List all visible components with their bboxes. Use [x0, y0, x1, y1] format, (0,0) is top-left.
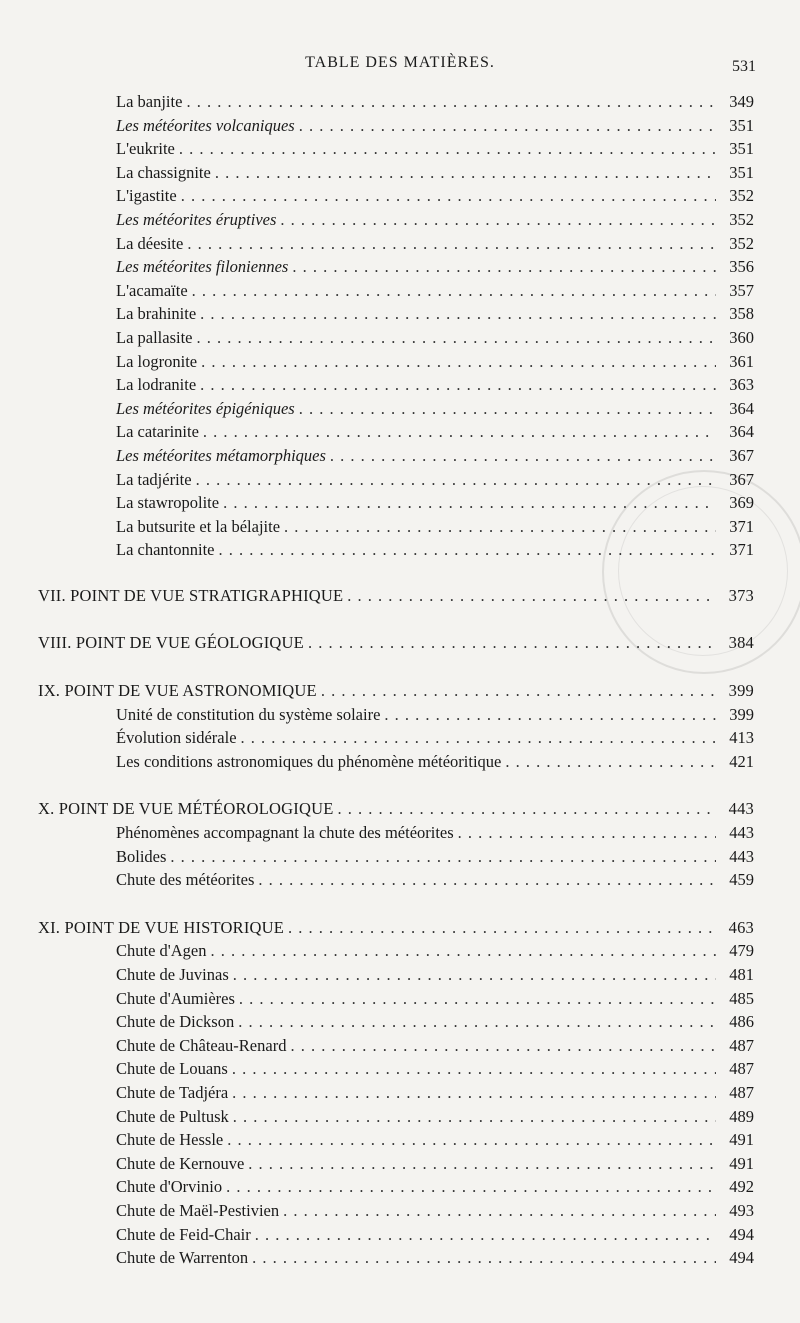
toc-entry-label: Évolution sidérale	[116, 728, 237, 748]
toc-leader-dots	[211, 939, 716, 963]
toc-entry-label: Chute d'Aumières	[116, 988, 235, 1008]
toc-entry-label: Chute de Louans	[116, 1059, 228, 1079]
toc-entry-page: 485	[729, 988, 754, 1008]
toc-entry-page: 493	[729, 1200, 754, 1220]
toc-entry-label: La stawropolite	[116, 493, 220, 513]
toc-leader-dots	[255, 1223, 716, 1247]
toc-entry-page: 491	[729, 1153, 754, 1173]
toc-entry	[38, 1105, 754, 1129]
running-header-title: TABLE DES MATIÈRES.	[305, 54, 495, 71]
toc-entry-label: La chassignite	[116, 162, 211, 182]
toc-leader-dots	[186, 90, 716, 114]
toc-entry-page: 487	[729, 1082, 754, 1102]
toc-leader-dots	[196, 468, 716, 492]
toc-entry-page: 351	[729, 115, 754, 135]
toc-entry-label: Chute d'Agen	[116, 941, 207, 961]
toc-entry	[38, 987, 754, 1011]
toc-entry	[38, 1199, 754, 1223]
toc-entry-page: 399	[728, 681, 754, 701]
toc-entry	[38, 255, 754, 279]
toc-leader-dots	[258, 868, 716, 892]
toc-leader-dots	[299, 397, 716, 421]
toc-entry-label: La chantonnite	[116, 540, 215, 560]
toc-entry-page: 364	[729, 398, 754, 418]
toc-entry-page: 351	[729, 139, 754, 159]
toc-leader-dots	[192, 279, 716, 303]
toc-entry-page: 463	[728, 917, 754, 937]
toc-entry-label: XI. POINT DE VUE HISTORIQUE	[38, 917, 285, 937]
toc-entry	[38, 350, 754, 374]
toc-entry-label: Les météorites filoniennes	[116, 257, 289, 277]
toc-leader-dots	[283, 1199, 716, 1223]
toc-entry	[38, 963, 754, 987]
toc-entry	[38, 1081, 754, 1105]
toc-entry-label: Les météorites épigéniques	[116, 398, 295, 418]
toc-leader-dots	[170, 845, 716, 869]
toc-entry-label: Chute de Château-Renard	[116, 1035, 287, 1055]
toc-leader-dots	[181, 184, 716, 208]
toc-entry-page: 487	[729, 1059, 754, 1079]
toc-leader-dots	[197, 326, 716, 350]
toc-entry-page: 413	[729, 728, 754, 748]
toc-entry-page: 486	[729, 1012, 754, 1032]
toc-entry	[38, 208, 754, 232]
toc-entry-label: Les météorites volcaniques	[116, 115, 295, 135]
toc-entry-label: Chute de Warrenton	[116, 1248, 249, 1268]
toc-entry-label: Chute de Tadjéra	[116, 1082, 229, 1102]
toc-section-entry	[38, 584, 754, 608]
toc-entry	[38, 397, 754, 421]
toc-leader-dots	[187, 232, 716, 256]
toc-leader-dots	[299, 114, 716, 138]
toc-entry-label: Phénomènes accompagnant la chute des météorites	[116, 823, 454, 843]
toc-leader-dots	[321, 679, 716, 703]
toc-entry-page: 492	[729, 1177, 754, 1197]
toc-entry	[38, 1128, 754, 1152]
toc-entry-page: 361	[729, 351, 754, 371]
toc-entry-page: 384	[728, 633, 754, 653]
toc-section-entry	[38, 797, 754, 821]
toc-entry	[38, 1152, 754, 1176]
toc-leader-dots	[215, 161, 716, 185]
toc-entry	[38, 821, 754, 845]
toc-entry-label: La déesite	[116, 233, 184, 253]
toc-entry	[38, 302, 754, 326]
toc-entry-label: Chute de Maël-Pestivien	[116, 1200, 280, 1220]
toc-leader-dots	[227, 1128, 716, 1152]
toc-entry-label: La tadjérite	[116, 469, 192, 489]
toc-leader-dots	[248, 1152, 716, 1176]
toc-entry-label: Les conditions astronomiques du phénomène météoritique	[116, 751, 502, 771]
toc-entry-label: VIII. POINT DE VUE GÉOLOGIQUE	[38, 633, 304, 653]
toc-entry-label: Chute de Feid-Chair	[116, 1224, 251, 1244]
toc-entry-label: IX. POINT DE VUE ASTRONOMIQUE	[38, 681, 317, 701]
toc-entry	[38, 444, 754, 468]
toc-entry-label: La banjite	[116, 92, 183, 111]
toc-entry-label: Chute de Pultusk	[116, 1106, 229, 1126]
toc-entry	[38, 468, 754, 492]
toc-entry-label: La lodranite	[116, 375, 197, 395]
toc-entry	[38, 515, 754, 539]
toc-leader-dots	[290, 1034, 716, 1058]
toc-entry	[38, 279, 754, 303]
toc-entry-label: Chute d'Orvinio	[116, 1177, 223, 1197]
toc-entry	[38, 1057, 754, 1081]
toc-entry-label: La butsurite et la bélajite	[116, 516, 281, 536]
toc-leader-dots	[252, 1246, 716, 1270]
toc-entry-label: La brahinite	[116, 304, 197, 324]
toc-entry	[38, 1010, 754, 1034]
toc-entry-label: La logronite	[116, 351, 198, 371]
toc-entry-page: 373	[728, 585, 754, 605]
toc-entry-page: 494	[729, 1224, 754, 1244]
toc-leader-dots	[288, 916, 716, 940]
toc-entry	[38, 1175, 754, 1199]
toc-leader-dots	[347, 584, 716, 608]
toc-entry	[38, 538, 754, 562]
toc-leader-dots	[239, 987, 716, 1011]
toc-entry-label: L'igastite	[116, 186, 177, 206]
toc-leader-dots	[226, 1175, 716, 1199]
toc-entry-page: 443	[729, 823, 754, 843]
toc-entry	[38, 726, 754, 750]
toc-leader-dots	[223, 491, 716, 515]
toc-entry-page: 364	[729, 422, 754, 442]
toc-entry-label: Chute de Hessle	[116, 1130, 224, 1150]
toc-entry-page: 357	[729, 280, 754, 300]
toc-leader-dots	[232, 1081, 716, 1105]
toc-entry-label: X. POINT DE VUE MÉTÉOROLOGIQUE	[38, 799, 334, 819]
toc-entry-page: 443	[729, 846, 754, 866]
toc-entry-page: 358	[729, 304, 754, 324]
toc-entry-label: Les météorites éruptives	[116, 209, 277, 229]
toc-entry-page: 487	[729, 1035, 754, 1055]
table-of-contents	[38, 90, 754, 1270]
toc-entry-label: L'eukrite	[116, 139, 175, 159]
toc-leader-dots	[179, 137, 716, 161]
toc-entry-page: 352	[729, 233, 754, 253]
toc-leader-dots	[241, 726, 716, 750]
toc-entry-label: Les météorites métamorphiques	[116, 445, 326, 465]
toc-entry-page: 367	[729, 469, 754, 489]
toc-leader-dots	[233, 1105, 716, 1129]
toc-entry	[38, 184, 754, 208]
toc-entry-page: 479	[729, 941, 754, 961]
toc-leader-dots	[232, 1057, 716, 1081]
toc-entry	[38, 373, 754, 397]
toc-entry-page: 363	[729, 375, 754, 395]
toc-entry-label: Chute des météorites	[116, 870, 255, 890]
toc-entry	[38, 232, 754, 256]
toc-entry	[38, 868, 754, 892]
toc-entry-page: 459	[729, 870, 754, 890]
toc-leader-dots	[200, 302, 716, 326]
toc-entry-page: 494	[729, 1248, 754, 1268]
toc-entry-label: Chute de Kernouve	[116, 1153, 245, 1173]
toc-section-entry	[38, 679, 754, 703]
toc-entry	[38, 114, 754, 138]
toc-entry-page: 352	[729, 186, 754, 206]
toc-entry	[38, 750, 754, 774]
toc-entry	[38, 1246, 754, 1270]
toc-entry-page: 421	[729, 751, 754, 771]
toc-leader-dots	[384, 703, 716, 727]
toc-leader-dots	[284, 515, 716, 539]
page-number: 531	[732, 58, 756, 75]
toc-entry-page: 371	[729, 516, 754, 536]
toc-leader-dots	[200, 373, 716, 397]
toc-entry-page: 491	[729, 1130, 754, 1150]
toc-entry-page: 349	[729, 92, 754, 111]
toc-entry-page: 481	[729, 965, 754, 984]
toc-entry-label: VII. POINT DE VUE STRATIGRAPHIQUE	[38, 585, 344, 605]
toc-entry-label: La pallasite	[116, 327, 193, 347]
toc-entry	[38, 137, 754, 161]
toc-entry-label: Chute de Dickson	[116, 1012, 235, 1032]
toc-entry-page: 356	[729, 257, 754, 277]
toc-entry-page: 443	[728, 799, 754, 819]
toc-leader-dots	[338, 797, 717, 821]
toc-entry-label: L'acamaïte	[116, 280, 188, 300]
toc-entry-page: 360	[729, 327, 754, 347]
toc-entry	[38, 845, 754, 869]
toc-entry	[38, 420, 754, 444]
toc-entry-label: Unité de constitution du système solaire	[116, 704, 381, 724]
toc-entry	[38, 161, 754, 185]
toc-entry	[38, 939, 754, 963]
toc-entry	[38, 326, 754, 350]
toc-entry	[38, 703, 754, 727]
toc-leader-dots	[330, 444, 716, 468]
toc-leader-dots	[505, 750, 716, 774]
toc-entry-page: 369	[729, 493, 754, 513]
toc-entry-page: 352	[729, 209, 754, 229]
toc-entry-page: 371	[729, 540, 754, 560]
toc-leader-dots	[233, 963, 716, 987]
toc-entry	[38, 1034, 754, 1058]
toc-section-entry	[38, 631, 754, 655]
toc-entry-page: 351	[729, 162, 754, 182]
toc-entry-label: La catarinite	[116, 422, 199, 442]
toc-leader-dots	[219, 538, 716, 562]
toc-entry-label: Bolides	[116, 846, 167, 866]
toc-entry-label: Chute de Juvinas	[116, 965, 229, 984]
toc-leader-dots	[292, 255, 716, 279]
toc-leader-dots	[203, 420, 716, 444]
toc-entry	[38, 90, 754, 114]
toc-section-entry	[38, 916, 754, 940]
toc-entry-page: 367	[729, 445, 754, 465]
toc-leader-dots	[458, 821, 716, 845]
toc-entry-page: 399	[729, 704, 754, 724]
toc-leader-dots	[308, 631, 716, 655]
toc-leader-dots	[238, 1010, 716, 1034]
toc-leader-dots	[201, 350, 716, 374]
toc-entry-page: 489	[729, 1106, 754, 1126]
toc-entry	[38, 1223, 754, 1247]
toc-leader-dots	[280, 208, 716, 232]
toc-entry	[38, 491, 754, 515]
